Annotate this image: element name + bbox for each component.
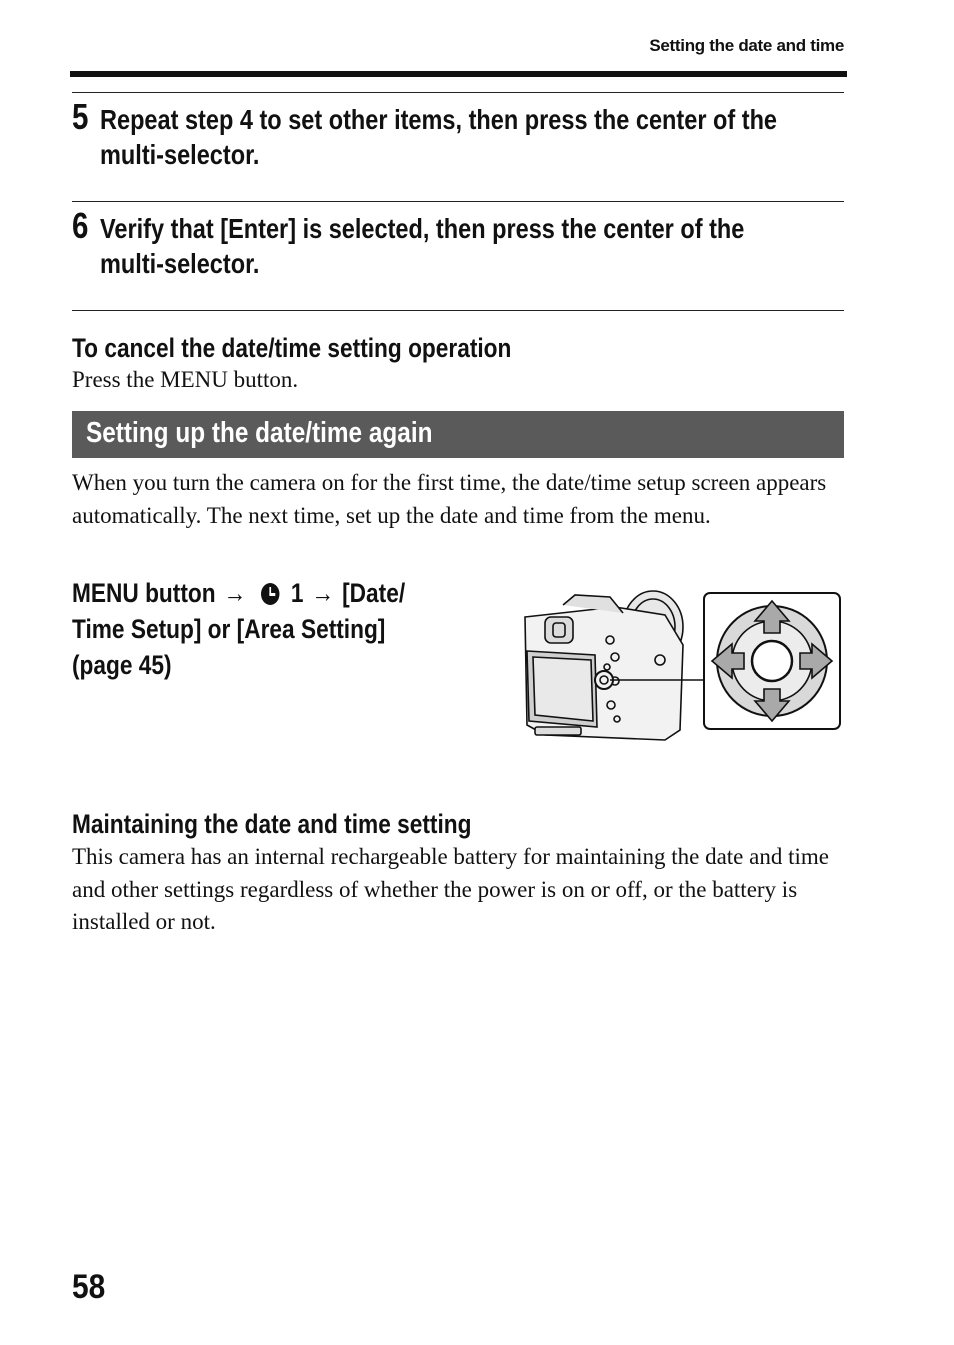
clock-icon — [261, 583, 279, 605]
step-text: Verify that [Enter] is selected, then press the center of the multi-selector. — [100, 213, 745, 279]
page-number: 58 — [72, 1268, 106, 1306]
divider — [72, 201, 844, 202]
menu-path-line-2: Time Setup] or [Area Setting] — [72, 614, 386, 644]
cancel-heading: To cancel the date/time setting operation — [72, 333, 512, 363]
arrow-icon: → — [223, 578, 247, 608]
step-number: 6 — [72, 205, 89, 246]
camera-multi-selector-illustration — [515, 585, 845, 745]
section-header — [72, 411, 844, 458]
running-header: Setting the date and time — [649, 36, 844, 55]
section-title: Setting up the date/time again — [86, 417, 433, 449]
arrow-icon: → — [311, 578, 335, 608]
header-rule — [70, 71, 847, 77]
menu-path-part: [Date/ — [342, 578, 406, 608]
menu-path-tab: 1 — [290, 578, 304, 608]
camera-body-illustration — [525, 591, 683, 740]
step-text: Repeat step 4 to set other items, then press the center of the multi-selector. — [100, 104, 778, 170]
multi-selector-icon — [704, 593, 840, 729]
divider — [72, 92, 844, 93]
step-number: 5 — [72, 96, 89, 137]
menu-path — [72, 575, 442, 683]
menu-path-line-3: (page 45) — [72, 650, 172, 680]
maintain-heading: Maintaining the date and time setting — [72, 809, 472, 839]
divider — [72, 310, 844, 311]
section-body: When you turn the camera on for the first time, the date/time setup screen appears automatically. The next time, set up the date and time from the menu. — [72, 470, 827, 528]
menu-path-line-1 — [72, 575, 442, 611]
cancel-body: Press the MENU button. — [72, 367, 299, 392]
maintain-body: This camera has an internal rechargeable battery for maintaining the date and time and other settings regardless of whether the power is on or off, or the battery is installed or not. — [72, 844, 829, 934]
menu-path-part: MENU button — [72, 578, 216, 608]
